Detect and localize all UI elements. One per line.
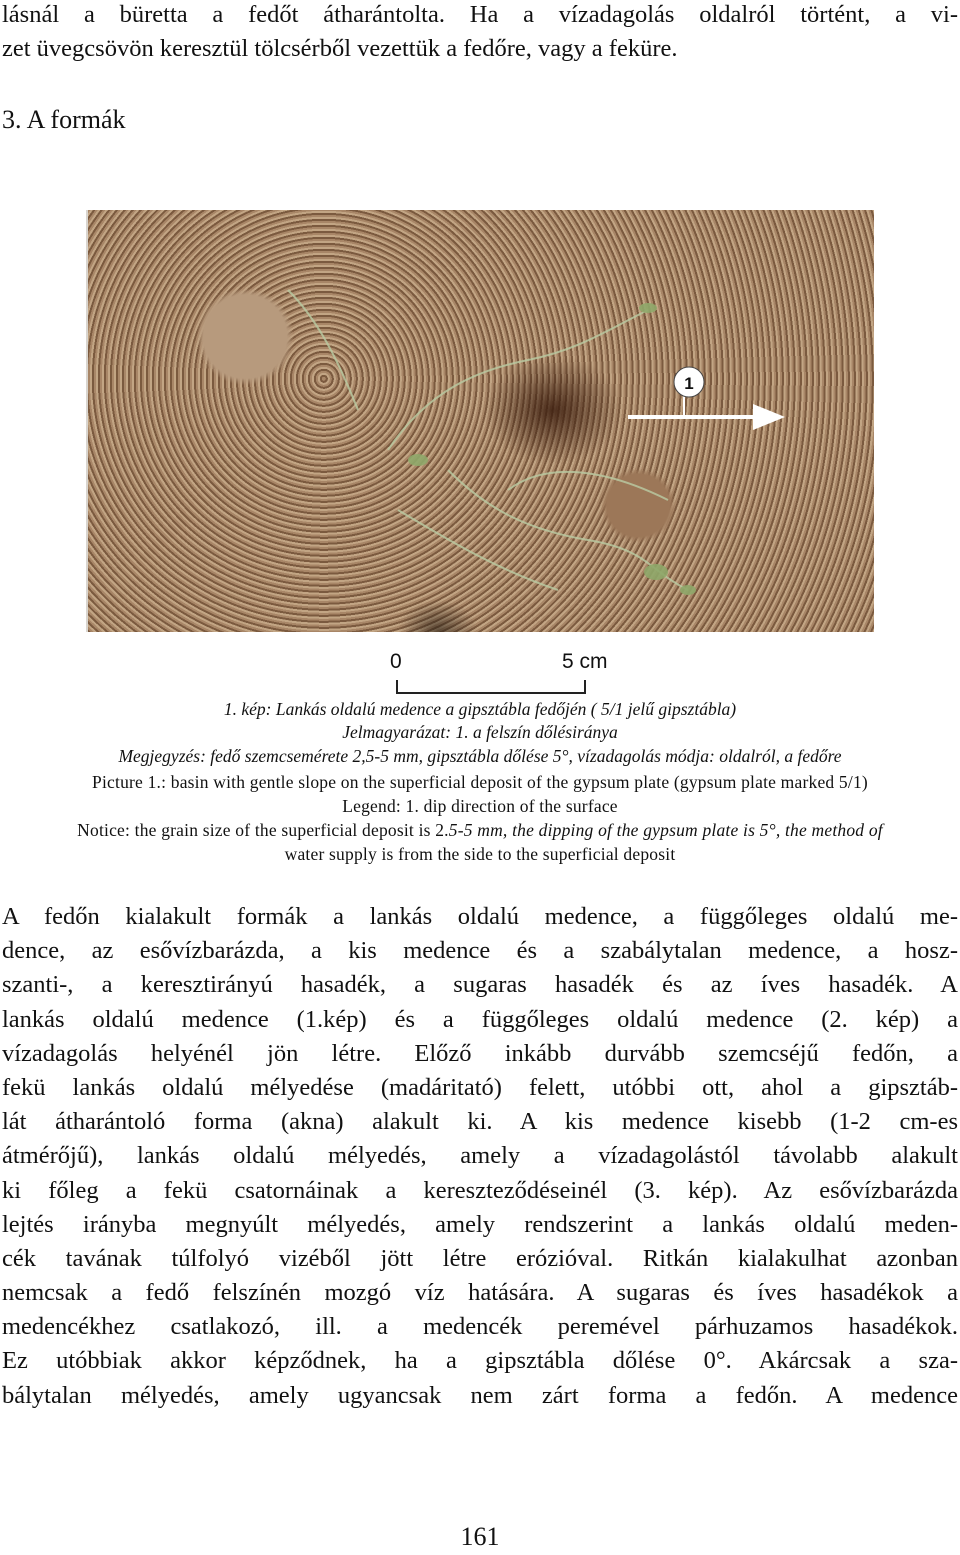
text-line-top-1: lásnál a büretta a fedőt átharántolta. Ha a vízadagolás oldalról történt, a vi- bbox=[2, 1, 958, 28]
caption-en-note bbox=[0, 819, 960, 841]
page-number: 161 bbox=[460, 1522, 500, 1551]
text-line-top-2: zet üvegcsövön keresztül tölcsérből vezettük a fedőre, vagy a feküre. bbox=[2, 35, 678, 62]
body-line: vízadagolás helyénél jön létre. Előző inkább durvább szemcséjű fedőn, a bbox=[2, 1039, 958, 1067]
body-line: Ez utóbbiak akkor képződnek, ha a gipsztábla dőlése 0°. Akárcsak a sza- bbox=[2, 1347, 958, 1375]
caption-en-title: Picture 1.: basin with gentle slope on the superficial deposit of the gypsum plate (gypsum plate marked 5/1) bbox=[92, 772, 868, 792]
body-line: A fedőn kialakult formák a lankás oldalú medence, a függőleges oldalú me- bbox=[2, 903, 958, 930]
plant-leaves bbox=[408, 303, 696, 595]
section-heading: 3. A formák bbox=[2, 105, 126, 134]
scale-bar-line bbox=[396, 680, 586, 694]
marker-1-label: 1 bbox=[684, 374, 694, 393]
scale-label-start: 0 bbox=[390, 650, 402, 673]
body-line: dence, az esővízbarázda, a kis medence és a szabálytalan medence, a hosz- bbox=[2, 937, 958, 965]
caption-en-note-line2: water supply is from the side to the superficial deposit bbox=[284, 844, 676, 864]
body-line: ki főleg a fekü csatornáinak a kereszteződéseinél (3. kép). Az esővízbarázda bbox=[2, 1176, 958, 1204]
body-line: cék tavának túlfolyó vizéből jött létre erózióval. Ritkán kialakulhat azonban bbox=[2, 1244, 958, 1272]
body-line: lát átharántoló forma (akna) alakult ki. A kis medence kisebb (1-2 cm-es bbox=[2, 1108, 958, 1136]
body-line: szanti-, a keresztirányú hasadék, a sugaras hasadék és az íves hasadék. A bbox=[2, 971, 958, 999]
caption-en-note-upright: Notice: the grain size of the superficial deposit is 2. bbox=[77, 820, 449, 840]
body-line: bálytalan mélyedés, amely ugyancsak nem zárt forma a fedőn. A medence bbox=[2, 1381, 958, 1409]
body-paragraph bbox=[2, 900, 958, 1413]
body-line: lankás oldalú medence (1.kép) és a függőleges oldalú medence (2. kép) a bbox=[2, 1005, 958, 1033]
plant-stems bbox=[288, 290, 688, 590]
caption-hu-note: Megjegyzés: fedő szemcsemérete 2,5-5 mm, gipsztábla dőlése 5°, vízadagolás módja: oldalról, a fedőre bbox=[118, 746, 842, 766]
caption-hu-legend: Jelmagyarázat: 1. a felszín dőlésiránya bbox=[342, 722, 618, 742]
caption-en-note-italic: 5-5 mm, the dipping of the gypsum plate is 5°, the method of bbox=[448, 820, 883, 840]
body-line: nemcsak a fedő felszínén mozgó víz hatására. A sugaras és íves hasadékok a bbox=[2, 1279, 958, 1307]
scale-bar bbox=[380, 650, 640, 695]
marker-1 bbox=[674, 367, 704, 397]
caption-hu-title: 1. kép: Lankás oldalú medence a gipsztábla fedőjén ( 5/1 jelű gipsztábla) bbox=[223, 699, 737, 719]
figure-photo bbox=[88, 210, 874, 632]
caption-en-legend: Legend: 1. dip direction of the surface bbox=[342, 796, 618, 816]
body-line: átmérőjű), lankás oldalú mélyedés, amely a vízadagolástól távolabb alakult bbox=[2, 1142, 958, 1170]
photo-overlay bbox=[88, 210, 874, 632]
dip-direction-arrow bbox=[628, 395, 785, 430]
scale-label-end: 5 cm bbox=[562, 650, 608, 673]
body-line: lejtés irányba megnyúlt mélyedés, amely rendszerint a lankás oldalú meden- bbox=[2, 1210, 958, 1238]
body-line: medencékhez csatlakozó, ill. a medencék peremével párhuzamos hasadékok. bbox=[2, 1313, 958, 1341]
body-line: fekü lankás oldalú mélyedése (madáritató) felett, utóbbi ott, ahol a gipsztáb- bbox=[2, 1073, 958, 1101]
